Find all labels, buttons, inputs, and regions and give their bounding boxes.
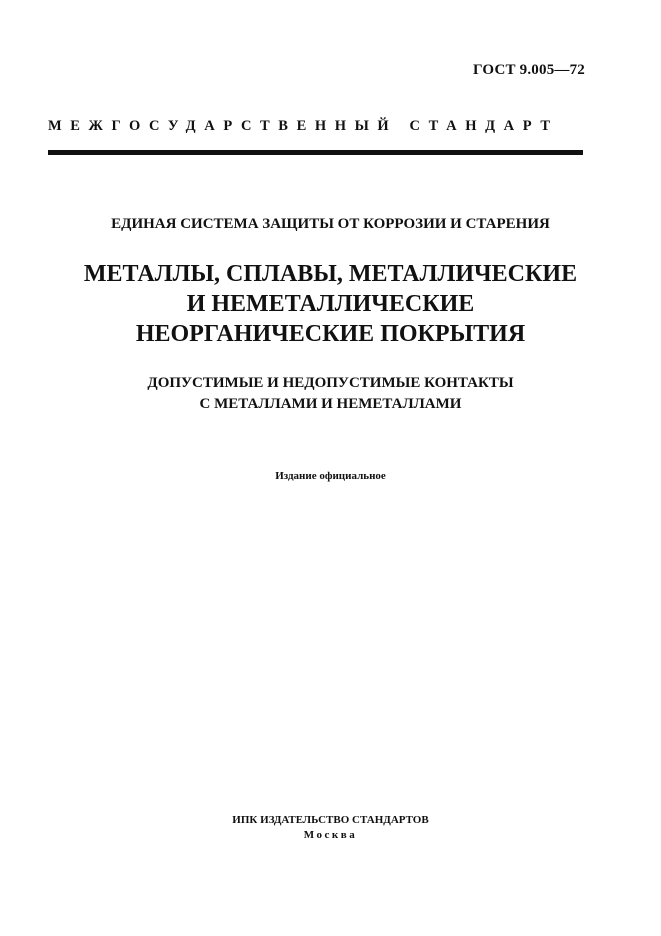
main-title	[0, 259, 661, 349]
edition-note: Издание официальное	[275, 470, 386, 482]
main-title-line: НЕОРГАНИЧЕСКИЕ ПОКРЫТИЯ	[135, 321, 526, 347]
gost-number: ГОСТ 9.005—72	[473, 62, 585, 78]
publisher-city: Москва	[303, 829, 358, 841]
standard-type-heading: МЕЖГОСУДАРСТВЕННЫЙ СТАНДАРТ	[48, 118, 559, 134]
system-title: ЕДИНАЯ СИСТЕМА ЗАЩИТЫ ОТ КОРРОЗИИ И СТАРЕНИЯ	[111, 216, 550, 232]
subtitle-line: С МЕТАЛЛАМИ И НЕМЕТАЛЛАМИ	[199, 396, 462, 412]
main-title-line: И НЕМЕТАЛЛИЧЕСКИЕ	[186, 291, 475, 317]
publisher-name: ИПК ИЗДАТЕЛЬСТВО СТАНДАРТОВ	[232, 814, 429, 826]
subtitle-line: ДОПУСТИМЫЕ И НЕДОПУСТИМЫЕ КОНТАКТЫ	[147, 375, 514, 391]
header-divider	[48, 150, 583, 155]
main-title-line: МЕТАЛЛЫ, СПЛАВЫ, МЕТАЛЛИЧЕСКИЕ	[83, 261, 578, 287]
subtitle	[0, 373, 661, 415]
